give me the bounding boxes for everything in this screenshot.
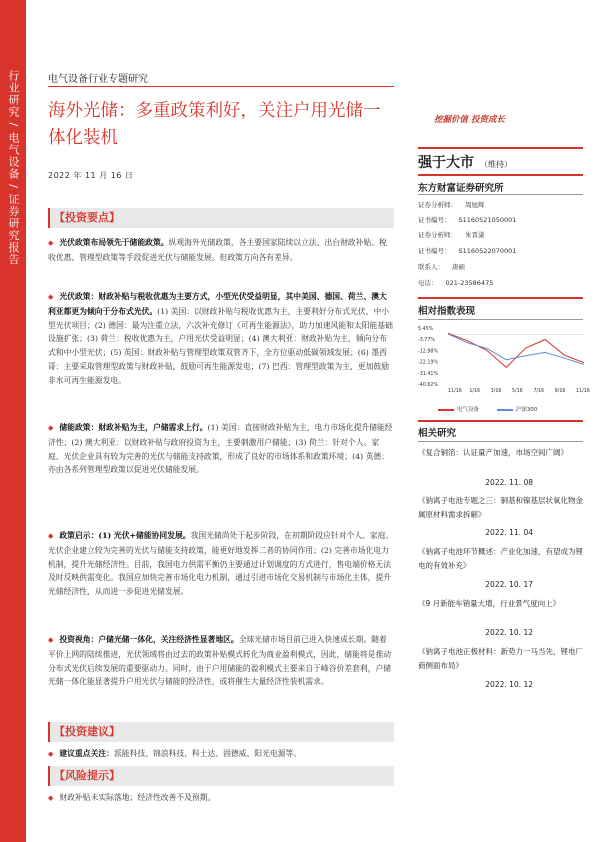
series-line-1 [448,333,584,367]
report-date: 2022 年 11 月 16 日 [48,171,134,180]
related-date: 2022. 10. 12 [485,680,533,689]
related-date: 2022. 10. 17 [485,580,533,589]
contact-line: 联系人： 唐硕 [418,263,465,271]
legend-swatch-2 [497,409,513,411]
related-item[interactable]: 《钠离子电池专题之三：铜基和镍基层状氧化物金属原材料需求拆解》 [418,496,583,519]
y-tick-label: -22.19% [418,360,439,366]
bullet-icon: ◆ [48,424,54,432]
x-tick-label: 9/16 [554,389,566,394]
phone-line: 电话： 021-23586475 [418,279,494,287]
rating-rule-bottom [418,174,583,176]
bullet-icon: ◆ [48,794,54,802]
analyst-line: 证券分析师： 朱晋潇 [418,231,485,239]
x-tick-label: 1/16 [469,389,481,394]
bullet-icon: ◆ [48,239,54,247]
related-item[interactable]: 《钠离子电池环节概述：产业化加速，有望成为锂电的有效补充》 [418,547,583,570]
section-suggestion: 【投资建议】 [48,722,394,742]
x-tick-label: 11/16 [448,389,462,394]
analyst-line: 证券分析师： 周旭辉 [418,201,485,209]
series-line-2 [448,334,584,365]
company-rule [418,194,583,195]
bullet-icon: ◆ [48,293,54,301]
x-tick-label: 3/16 [490,389,502,394]
cert-line: 证书编号： S1160521050001 [418,216,517,224]
related-date: 2022. 10. 12 [485,628,533,637]
index-rule-bottom [418,319,583,320]
legend-label-1: 电气设备 [457,407,480,413]
related-rule-bottom [418,441,583,442]
report-title: 海外光储：多重政策利好，关注户用光储一体化装机 [48,101,381,148]
paragraph-4: ◆ 政策启示：(1) 光伏+储能协同发展。我国光储尚处于起步阶段，在初期阶段应针对个人、家庭、光伏企业建立较为完善的光伏与储能支持政策，能更好地发挥二者的协同作用；(2) 完善市场化电力机制，提升光储经济性。目前，我国电力供需平衡仍主要通过计划调度的方式进行，售电端价格无法及时反映供需变化。我国应加快完善市场化电力机制，通过引进市场化交易机制与市场化主体，提升光储经济性，从而进一步促进光储发展。 [48,531,394,597]
related-date: 2022. 11. 04 [485,528,533,537]
index-rule-top [418,297,583,299]
section-highlights: 【投资要点】 [48,208,394,228]
y-tick-label: -3.77% [418,338,435,344]
paragraph-5: ◆ 投资视角：户储光储一体化，关注经济性显著地区。全球光储市场目前已进入快速成长期。随着平价上网的陆续推进，光伏领域将由过去的政策补贴模式转化为商业盈利模式，因此，储能将是推动分布式光伏后续发展的重要驱动力。同时，由于户用储能的盈利模式主要来自于峰谷价差套利，户储光储一体化能显著提升户用光伏与储能的经济性，或将催生大量经济性装机需求。 [48,635,392,687]
bullet-icon: ◆ [48,636,54,644]
chart-svg [418,322,588,402]
rating [418,152,512,172]
index-title: 相对指数表现 [418,306,476,317]
risk-paragraph: ◆ 财政补贴未实际落地；经济性改善不及预期。 [48,793,216,802]
related-rule-top [418,420,583,422]
side-category-text: 行业研究 / 电气设备 / 证券研究报告 [7,70,20,266]
section-risk: 【风险提示】 [48,766,394,786]
paragraph-3: ◆ 储能政策：财政补贴为主，户储需求上行。(1) 美国：直接财政补贴为主，电力市场化提升储能经济性；(2) 澳大利亚：以财政补贴与政府投资为主，主要刺激用户储能；(3) 荷兰：针对个人、家庭、光伏企业具有较为完善的光伏与储能支持政策，形成了良好的市场体系和政策环境；(4) 英德：亦由各系列管理型政策以促进光伏储能发展。 [48,423,393,475]
y-tick-label: -12.98% [418,349,439,355]
related-item[interactable]: 《9 月新能车销量大增，行业景气度向上》 [418,599,561,608]
header-rule [48,86,394,87]
x-tick-label: 5/16 [512,389,523,394]
related-date: 2022. 11. 08 [485,478,533,487]
y-tick-label: -31.41% [418,371,439,377]
paragraph-2: ◆ 光伏政策：财政补贴与税收优惠为主要方式，小型光伏受益明显，其中美国、德国、荷兰、澳大利亚都更为倾向于分布式光伏。(1) 美国：以财政补贴与税收优惠为主，主要利好分布式光伏、中小型光伏项目；(2) 德国：最为注重立法，六次补充修订《可再生能源法》，助力加速风能和太阳能基础设施扩张；(3) 荷兰：税收优惠为主，户用光伏受益明显；(4) 澳大利亚：财政补贴为主，倾向分布式和中小型光伏；(5) 英国：财政补贴与管理型政策双管齐下，全方位驱动低碳领域发展；(6) 墨西哥：主要采取管理型政策与财政补贴，鼓励可再生能源发电；(7) 巴西：管理型政策为主，更加鼓励非水可再生能源发电。 [48,292,393,385]
related-title: 相关研究 [418,428,457,439]
research-institute: 东方财富证券研究所 [418,183,504,194]
cert-line: 证书编号： S1160522070001 [418,247,517,255]
rating-label: 强于大市 [418,155,474,171]
rating-note: （维持） [480,160,512,169]
report-category: 电气设备行业专题研究 [48,74,148,85]
bullet-icon: ◆ [48,750,54,758]
related-item[interactable]: 《复合铜箔：认证量产加速，市场空间广阔》 [418,448,568,457]
paragraph-1: ◆ 光伏政策布局领先于储能政策。纵观海外光储政策，各主要国家陆续以立法、出台财政补贴、税收优惠、管理型政策等手段促进光伏与储能发展。但政策方向各有差异。 [48,238,387,262]
legend-swatch-1 [438,409,454,411]
side-bar [0,0,26,842]
y-tick-label: 5.45% [418,327,434,332]
y-tick-label: -40.62% [418,383,439,388]
suggestion-paragraph: ◆ 建议重点关注：派能科技、锦浪科技、科士达、固德威、阳光电源等。 [48,749,302,758]
chart-legend [438,405,537,413]
x-tick-label: 7/16 [533,389,545,394]
related-item[interactable]: 《钠离子电池正极材料：新势力一马当先，锂电厂商侧面布局》 [418,647,583,670]
bullet-icon: ◆ [48,532,54,540]
rating-rule-top [418,147,583,149]
x-tick-label: 11/16 [576,389,590,394]
slogan: 挖掘价值 投资成长 [434,115,505,125]
legend-label-2: 沪深300 [515,407,538,413]
